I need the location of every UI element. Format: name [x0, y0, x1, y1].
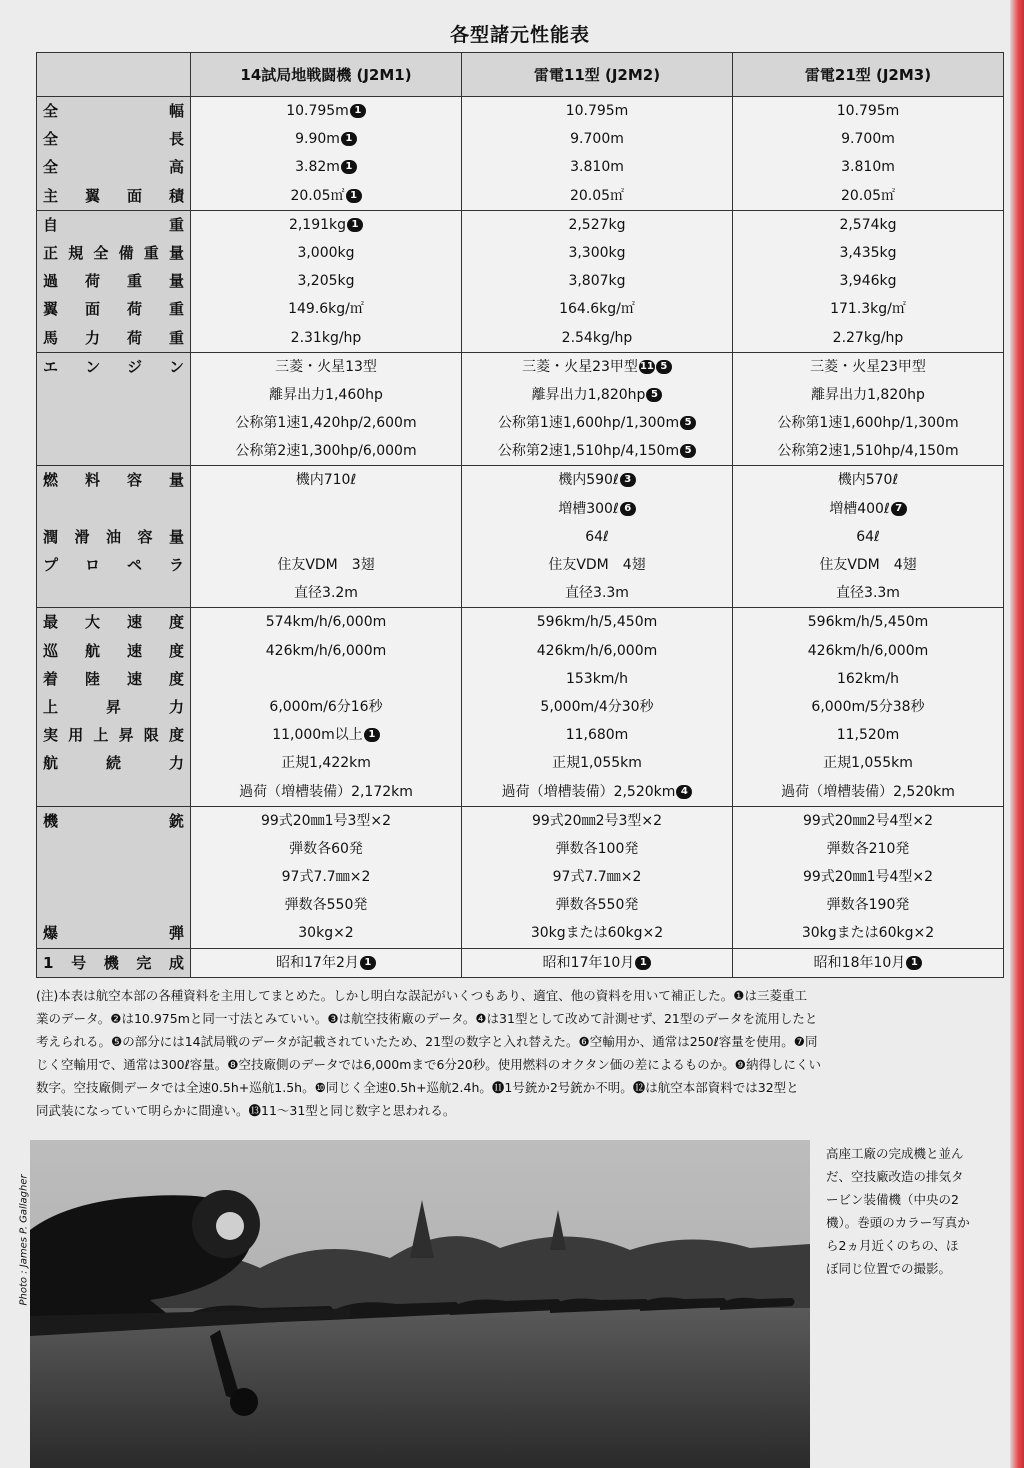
cell-line — [733, 267, 1003, 295]
row-label — [37, 778, 190, 806]
cell-line — [191, 863, 461, 891]
group-labels — [37, 608, 191, 806]
row-label: 全長 — [43, 130, 184, 149]
cell-line — [733, 835, 1003, 863]
cell-line — [733, 97, 1003, 125]
cell-value: 住友VDM 4翅 — [819, 557, 917, 573]
cell-line — [462, 835, 732, 863]
cell-value: 30kg×2 — [298, 925, 354, 942]
cell-line — [462, 637, 732, 665]
page-title: 各型諸元性能表 — [449, 24, 590, 46]
cell-line — [191, 324, 461, 352]
row-label: 全幅 — [43, 102, 184, 120]
cell-line — [462, 778, 732, 806]
spec-group-row — [37, 806, 1004, 948]
cell-line — [733, 125, 1003, 153]
values-j2m1 — [191, 466, 462, 608]
cell-line — [462, 665, 732, 693]
cell-value: 住友VDM 3翅 — [277, 557, 375, 573]
cell-value: 10.795m — [836, 103, 900, 119]
footnote-marker: 1 — [906, 956, 922, 970]
cell-line — [191, 125, 461, 153]
cell-line — [733, 437, 1003, 465]
cell-value: 昭和17年2月 — [276, 954, 359, 971]
footnote-marker: 4 — [676, 785, 692, 799]
cell-value: 直径3.2m — [294, 585, 358, 602]
cell-value: 機内710ℓ — [295, 472, 357, 489]
values-j2m3 — [733, 608, 1004, 806]
row-label: 潤滑油容量 — [43, 527, 184, 546]
row-label: 爆弾 — [43, 924, 184, 943]
cell-value: 426km/h/6,000m — [807, 642, 929, 659]
cell-value: 6,000m/5分38秒 — [811, 698, 925, 715]
cell-value: 3,000kg — [297, 244, 355, 261]
caption-line: ぼ同じ位置での撮影。 — [826, 1261, 952, 1276]
row-label — [37, 579, 190, 607]
cell-value: 11,000m以上 — [272, 727, 363, 744]
cell-line — [462, 182, 732, 210]
cell-line — [191, 211, 461, 239]
values-j2m3 — [733, 806, 1004, 948]
row-label: 燃料容量 — [43, 471, 184, 490]
cell-value: 正規1,055km — [552, 755, 642, 772]
header-row — [37, 53, 1004, 97]
note-line: 考えられる。❺の部分には14試局戦のデータが記載されていたため、21型の数字と入れ替えた。❻空輸用か、通常は250ℓ容量を使用。❼同 — [36, 1034, 818, 1049]
cell-value: 直径3.3m — [565, 585, 629, 602]
cell-line — [191, 835, 461, 863]
cell-line — [733, 949, 1003, 977]
cell-value: 正規1,422km — [281, 755, 371, 772]
cell-value: 三菱・火星13型 — [275, 358, 377, 375]
cell-value: 596km/h/5,450m — [807, 614, 929, 631]
cell-value: 直径3.3m — [836, 585, 900, 602]
cell-line — [191, 778, 461, 806]
photo-credit: Photo : James P. Gallagher — [18, 1174, 30, 1306]
spec-group-row — [37, 352, 1004, 466]
cell-line — [462, 721, 732, 749]
cell-line — [462, 749, 732, 777]
cell-line — [191, 523, 461, 551]
spec-group-row — [37, 97, 1004, 211]
cell-value: 426km/h/6,000m — [265, 642, 387, 659]
cell-line — [191, 182, 461, 210]
cell-line — [191, 579, 461, 607]
cell-line — [191, 239, 461, 267]
col-header-j2m2: 雷電11型 (J2M2) — [462, 53, 733, 97]
spec-body — [37, 97, 1004, 978]
cell-value: 3,807kg — [568, 273, 626, 290]
cell-line — [733, 637, 1003, 665]
cell-line — [733, 608, 1003, 636]
note-line: 同武装になっていて明らかに間違い。⓭11〜31型と同じ数字と思われる。 — [36, 1103, 456, 1118]
cell-value: 三菱・火星23甲型 — [522, 358, 638, 375]
footnote-marker: 1 — [346, 189, 362, 203]
cell-value: 公称第2速1,510hp/4,150m — [497, 443, 680, 460]
cell-value: 20.05㎡ — [290, 187, 345, 204]
row-label — [37, 835, 190, 863]
cell-value: 64ℓ — [856, 528, 880, 545]
cell-line — [733, 919, 1003, 947]
footnote-marker: 7 — [891, 502, 907, 516]
cell-line — [733, 353, 1003, 381]
cell-value: 11,520m — [836, 727, 900, 744]
page-edge — [1010, 0, 1024, 1468]
cell-value: 99式20㎜1号3型×2 — [260, 812, 392, 829]
cell-line — [462, 295, 732, 323]
cell-value: 64ℓ — [585, 528, 609, 545]
values-j2m1 — [191, 948, 462, 977]
cell-value: 162km/h — [836, 670, 900, 687]
cell-value: 3.82m — [295, 159, 340, 176]
footnote-marker: 5 — [680, 416, 696, 430]
row-label: 実用上昇限度 — [43, 726, 184, 745]
cell-value: 過荷（増槽装備）2,520km — [781, 783, 955, 800]
spec-group-row — [37, 948, 1004, 977]
cell-value: 99式20㎜2号4型×2 — [802, 812, 934, 829]
values-j2m2 — [462, 352, 733, 466]
cell-line — [733, 807, 1003, 835]
cell-line — [462, 807, 732, 835]
caption-line: 機）。巻頭のカラー写真か — [826, 1215, 970, 1230]
cell-line — [191, 267, 461, 295]
col-header-j2m1: 14試局地戦闘機 (J2M1) — [191, 53, 462, 97]
row-label: 着陸速度 — [43, 669, 184, 688]
cell-line — [733, 863, 1003, 891]
cell-line — [462, 949, 732, 977]
group-labels — [37, 466, 191, 608]
cell-value: 住友VDM 4翅 — [548, 557, 646, 573]
cell-value: 153km/h — [565, 670, 629, 687]
row-label: 巡航速度 — [43, 641, 184, 660]
group-labels — [37, 352, 191, 466]
cell-line — [462, 239, 732, 267]
cell-value: 弾数各210発 — [826, 840, 910, 857]
cell-line — [462, 523, 732, 551]
cell-line — [462, 153, 732, 181]
cell-line — [462, 211, 732, 239]
cell-value: 過荷（増槽装備）2,172km — [239, 783, 413, 800]
values-j2m1 — [191, 210, 462, 352]
cell-value: 30kgまたは60kg×2 — [801, 925, 935, 942]
cell-line — [191, 721, 461, 749]
photo-caption — [826, 1142, 1002, 1280]
values-j2m3 — [733, 97, 1004, 211]
footnotes — [36, 984, 1002, 1122]
cell-line — [733, 409, 1003, 437]
cell-line — [462, 919, 732, 947]
cell-line — [191, 437, 461, 465]
cell-line — [733, 665, 1003, 693]
cell-value: 正規1,055km — [823, 755, 913, 772]
cell-line — [191, 495, 461, 523]
spec-group-row — [37, 210, 1004, 352]
cell-value: 三菱・火星23甲型 — [810, 358, 926, 375]
cell-line — [733, 523, 1003, 551]
values-j2m2 — [462, 466, 733, 608]
row-label: 自重 — [43, 215, 184, 234]
cell-value: 離昇出力1,460hp — [269, 386, 383, 403]
cell-line — [733, 295, 1003, 323]
cell-value: 3.810m — [841, 159, 895, 176]
footnote-marker: 3 — [620, 473, 636, 487]
cell-line — [733, 891, 1003, 919]
row-label — [37, 437, 190, 465]
row-label — [37, 381, 190, 409]
footnote-marker: 1 — [364, 728, 380, 742]
cell-value: 10.795m — [286, 103, 349, 119]
row-label: 正規全備重量 — [43, 243, 184, 262]
cell-value: 2,574kg — [839, 216, 897, 233]
cell-value: 6,000m/6分16秒 — [269, 698, 383, 715]
caption-line: 高座工廠の完成機と並ん — [826, 1146, 964, 1161]
note-line: 業のデータ。❷は10.975mと同一寸法とみていい。❸は航空技術廠のデータ。❹は31型として改めて計測せず、21型のデータを流用したと — [36, 1011, 818, 1026]
cell-line — [462, 693, 732, 721]
cell-line — [462, 437, 732, 465]
values-j2m3 — [733, 466, 1004, 608]
cell-value: 3,435kg — [839, 244, 897, 261]
values-j2m2 — [462, 948, 733, 977]
row-label: 翼面荷重 — [43, 300, 184, 319]
row-label: プロペラ — [43, 556, 184, 574]
group-labels — [37, 210, 191, 352]
cell-line — [733, 239, 1003, 267]
row-label: 全高 — [43, 158, 184, 177]
cell-value: 増槽400ℓ — [829, 500, 890, 517]
values-j2m2 — [462, 210, 733, 352]
cell-line — [462, 267, 732, 295]
cell-line — [191, 409, 461, 437]
note-line: じく空輸用で、通常は300ℓ容量。❽空技廠側のデータでは6,000mまで6分20秒。使用燃料のオクタン価の差によるものか。❾納得しにくい — [36, 1057, 822, 1072]
footnote-marker: 5 — [646, 388, 662, 402]
footnote-marker: 6 — [620, 502, 636, 516]
cell-line — [191, 949, 461, 977]
values-j2m3 — [733, 352, 1004, 466]
values-j2m1 — [191, 608, 462, 806]
cell-value: 164.6kg/㎡ — [559, 301, 635, 318]
cell-value: 10.795m — [565, 103, 629, 119]
cell-value: 5,000m/4分30秒 — [540, 698, 654, 715]
header-corner — [37, 53, 191, 97]
cell-line — [462, 353, 732, 381]
cell-line — [191, 153, 461, 181]
cell-value: 596km/h/5,450m — [536, 614, 658, 631]
cell-line — [191, 608, 461, 636]
cell-line — [462, 863, 732, 891]
row-label — [37, 891, 190, 919]
footnote-marker: 1 — [350, 104, 366, 118]
footnote-marker: 11 — [639, 360, 654, 372]
cell-value: 3,205kg — [297, 273, 355, 290]
cell-line — [191, 749, 461, 777]
values-j2m1 — [191, 97, 462, 211]
spec-table — [36, 52, 1004, 978]
row-label: 主翼面積 — [43, 186, 184, 205]
values-j2m1 — [191, 352, 462, 466]
cell-value: 2.54kg/hp — [561, 329, 633, 346]
cell-value: 171.3kg/㎡ — [830, 301, 906, 318]
cell-line — [733, 579, 1003, 607]
cell-value: 3,300kg — [568, 244, 626, 261]
cell-line — [462, 466, 732, 494]
cell-line — [733, 693, 1003, 721]
cell-line — [191, 919, 461, 947]
cell-value: 9.700m — [570, 131, 624, 148]
row-label — [37, 863, 190, 891]
cell-line — [191, 353, 461, 381]
cell-line — [462, 97, 732, 125]
row-label: 航続力 — [43, 754, 184, 773]
cell-line — [462, 125, 732, 153]
cell-line — [733, 381, 1003, 409]
cell-value: 弾数各100発 — [555, 840, 639, 857]
row-label — [37, 409, 190, 437]
cell-line — [733, 182, 1003, 210]
cell-value: 20.05㎡ — [569, 187, 625, 204]
values-j2m2 — [462, 97, 733, 211]
cell-line — [191, 97, 461, 125]
cell-value: 3,946kg — [839, 273, 897, 290]
caption-line: だ、空技廠改造の排気タ — [826, 1169, 964, 1184]
cell-value: 増槽300ℓ — [558, 500, 619, 517]
cell-line — [462, 495, 732, 523]
row-label: エンジン — [43, 357, 184, 376]
values-j2m3 — [733, 948, 1004, 977]
row-label: 最大速度 — [43, 613, 184, 632]
col-header-j2m3: 雷電21型 (J2M3) — [733, 53, 1004, 97]
footnote-marker: 1 — [341, 160, 357, 174]
cell-line — [733, 153, 1003, 181]
footnote-marker: 5 — [656, 360, 672, 374]
cell-value: 30kgまたは60kg×2 — [530, 925, 664, 942]
cell-value: 2,191kg — [288, 216, 347, 233]
cell-line — [191, 551, 461, 579]
row-label: 機銃 — [43, 811, 184, 830]
cell-line — [462, 381, 732, 409]
cell-line — [733, 721, 1003, 749]
footnote-marker: 1 — [635, 956, 651, 970]
cell-line — [733, 778, 1003, 806]
row-label — [37, 495, 190, 523]
row-label: 過荷重量 — [43, 272, 184, 291]
cell-value: 99式20㎜2号3型×2 — [531, 812, 663, 829]
values-j2m2 — [462, 608, 733, 806]
cell-line — [733, 211, 1003, 239]
cell-line — [733, 495, 1003, 523]
cell-value: 20.05㎡ — [840, 187, 896, 204]
cell-line — [191, 693, 461, 721]
cell-value: 弾数各190発 — [826, 897, 910, 914]
footnote-marker: 1 — [347, 218, 363, 232]
cell-value: 公称第1速1,600hp/1,300m — [777, 415, 959, 432]
cell-line — [191, 807, 461, 835]
cell-line — [733, 749, 1003, 777]
cell-value: 公称第1速1,420hp/2,600m — [235, 415, 417, 432]
values-j2m3 — [733, 210, 1004, 352]
cell-value: 11,680m — [565, 727, 629, 744]
cell-value: 昭和18年10月 — [813, 954, 906, 971]
footnote-marker: 1 — [341, 132, 357, 146]
cell-value: 公称第2速1,300hp/6,000m — [235, 443, 417, 460]
cell-line — [733, 324, 1003, 352]
cell-value: 機内570ℓ — [837, 472, 899, 489]
cell-line — [462, 608, 732, 636]
cell-value: 97式7.7㎜×2 — [552, 869, 642, 886]
note-line: (注)本表は航空本部の各種資料を主用してまとめた。しかし明白な誤記がいくつもあり、適宜、他の資料を用いて補正した。❶は三菱重工 — [36, 988, 807, 1003]
group-labels — [37, 948, 191, 977]
spec-group-row — [37, 608, 1004, 806]
row-label: 馬力荷重 — [43, 328, 184, 347]
cell-value: 2.31kg/hp — [290, 329, 362, 346]
cell-line — [191, 466, 461, 494]
airfield-photo — [30, 1140, 810, 1468]
aircraft-lineup-image — [30, 1140, 810, 1468]
cell-value: 弾数各60発 — [289, 840, 363, 857]
cell-line — [462, 324, 732, 352]
footnote-marker: 5 — [680, 444, 696, 458]
cell-value: 公称第2速1,510hp/4,150m — [777, 443, 959, 460]
cell-line — [191, 381, 461, 409]
cell-line — [191, 637, 461, 665]
cell-value: 弾数各550発 — [284, 897, 368, 914]
spec-group-row — [37, 466, 1004, 608]
cell-line — [462, 409, 732, 437]
footnote-marker: 1 — [360, 956, 376, 970]
cell-line — [462, 891, 732, 919]
cell-value: 機内590ℓ — [558, 472, 619, 489]
cell-line — [733, 466, 1003, 494]
cell-line — [191, 891, 461, 919]
values-j2m2 — [462, 806, 733, 948]
cell-value: 574km/h/6,000m — [265, 614, 387, 631]
values-j2m1 — [191, 806, 462, 948]
cell-value: 426km/h/6,000m — [536, 642, 658, 659]
group-labels — [37, 97, 191, 211]
cell-value: 149.6kg/㎡ — [288, 301, 364, 318]
cell-value: 97式7.7㎜×2 — [281, 869, 371, 886]
cell-value: 3.810m — [570, 159, 624, 176]
cell-value: 2,527kg — [568, 216, 626, 233]
row-label: 上昇力 — [43, 697, 184, 716]
cell-line — [733, 551, 1003, 579]
cell-value: 9.700m — [841, 131, 895, 148]
group-labels — [37, 806, 191, 948]
cell-value: 過荷（増槽装備）2,520km — [501, 783, 676, 800]
cell-value: 離昇出力1,820hp — [811, 386, 925, 403]
cell-line — [462, 579, 732, 607]
cell-line — [191, 295, 461, 323]
note-line: 数字。空技廠側データでは全速0.5h+巡航1.5h。❿同じく全速0.5h+巡航2.4h。⓫1号銃か2号銃か不明。⓬は航空本部資料では32型と — [36, 1080, 799, 1095]
cell-value: 公称第1速1,600hp/1,300m — [497, 415, 680, 432]
cell-value: 2.27kg/hp — [832, 329, 904, 346]
caption-line: ービン装備機（中央の2 — [826, 1192, 959, 1207]
cell-value: 99式20㎜1号4型×2 — [802, 869, 934, 886]
cell-value: 9.90m — [295, 131, 340, 148]
cell-value: 離昇出力1,820hp — [531, 386, 646, 403]
cell-line — [462, 551, 732, 579]
caption-line: ら2ヵ月近くのちの、ほ — [826, 1238, 959, 1253]
cell-value: 昭和17年10月 — [542, 954, 635, 971]
cell-value: 弾数各550発 — [555, 897, 639, 914]
row-label: 1号機完成 — [43, 953, 184, 972]
cell-line — [191, 665, 461, 693]
